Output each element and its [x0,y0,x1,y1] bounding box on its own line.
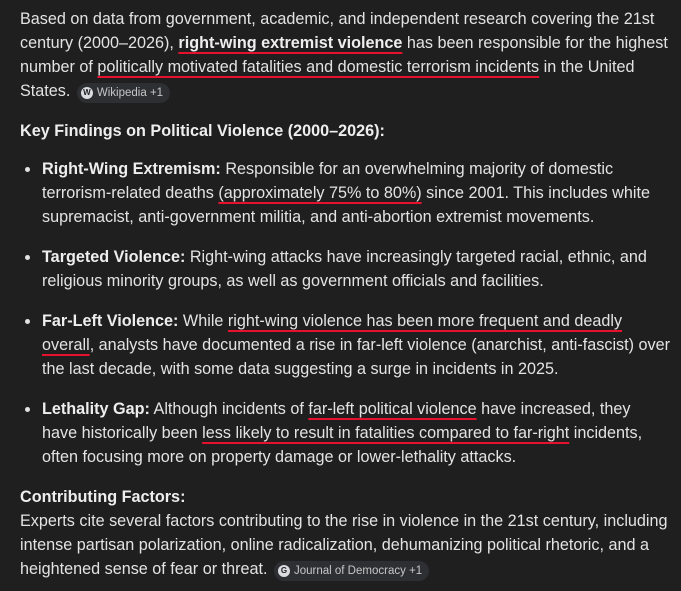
list-item: Targeted Violence: Right-wing attacks have increasingly targeted racial, ethnic, and religious minority groups, as well as government officials and facilities. [20,245,670,293]
key-findings-heading: Key Findings on Political Violence (2000–2026): [20,122,385,140]
contributing-factors-paragraph: Experts cite several factors contributing to the rise in violence in the 21st century, including intense partisan polarization, online radicalization, dehumanizing political rhetoric, and a heightened sense of fear or threat. G Journal of Democracy +1 [20,509,670,581]
source-chip-wikipedia[interactable] [77,83,170,103]
key-findings-list [20,157,670,469]
highlight-percentage: (approximately 75% to 80%) [218,184,422,202]
source-chip-label: Wikipedia +1 [96,87,164,99]
list-item: Far-Left Violence: While right-wing violence has been more frequent and deadly overall, analysts have documented a rise in far-left violence (anarchist, anti-fascist) over the last decade, with some data suggesting a surge in incidents in 2025. [20,309,670,381]
highlight-far-left-violence: far-left political violence [308,400,477,418]
intro-paragraph: Based on data from government, academic, and independent research covering the 21st century (2000–2026), right-wing extremist violence has been responsible for the highest number of politically motivated fatalities and domestic terrorism incidents in the United States. W Wikipedia +1 [20,7,670,103]
highlight-right-wing-violence: right-wing extremist violence [178,34,403,52]
source-chip-label: Journal of Democracy +1 [293,565,423,577]
highlight-frequent-deadly: right-wing violence has been more frequent and deadly overall [42,312,623,354]
highlight-fatalities-incidents: politically motivated fatalities and domestic terrorism incidents [97,58,540,76]
ai-response [20,7,670,581]
globe-icon: G [278,565,290,577]
contributing-factors-heading: Contributing Factors: [20,488,186,506]
list-item: Right-Wing Extremism: Responsible for an overwhelming majority of domestic terrorism-related deaths (approximately 75% to 80%) since 2001. This includes white supremacist, anti-government militia, and anti-abortion extremist movements. [20,157,670,229]
source-chip-journal-of-democracy[interactable] [274,561,429,581]
wikipedia-icon: W [81,87,93,99]
highlight-less-likely-fatalities: less likely to result in fatalities compared to far-right [202,424,570,442]
list-item: Lethality Gap: Although incidents of far-left political violence have increased, they have historically been less likely to result in fatalities compared to far-right incidents, often focusing more on property damage or lower-lethality attacks. [20,397,670,469]
